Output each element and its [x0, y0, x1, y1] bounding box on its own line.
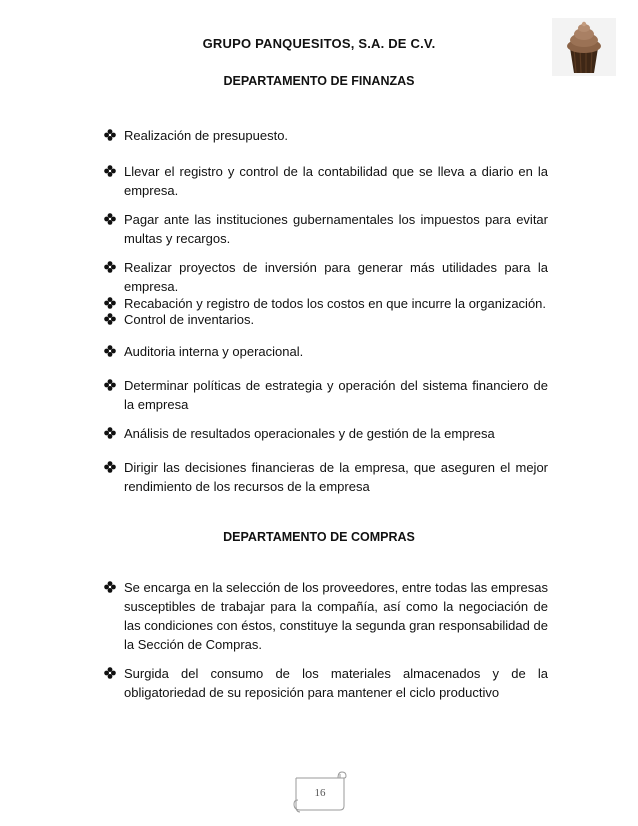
diamond-bullet-icon	[104, 258, 118, 277]
list-item-text: Pagar ante las instituciones gubernamentales los impuestos para evitar multas y recargos.	[124, 212, 548, 246]
list-item	[104, 310, 548, 329]
diamond-bullet-icon	[104, 342, 118, 361]
diamond-bullet-icon	[104, 578, 118, 597]
list-item-text: Llevar el registro y control de la contabilidad que se lleva a diario en la empresa.	[124, 164, 548, 198]
diamond-bullet-icon	[104, 458, 118, 477]
finance-department-title: DEPARTAMENTO DE FINANZAS	[223, 74, 415, 88]
diamond-bullet-icon	[104, 126, 118, 145]
list-item-text: Auditoria interna y operacional.	[124, 344, 304, 359]
list-item-text: Realización de presupuesto.	[124, 128, 289, 143]
list-item-text: Recabación y registro de todos los costos en que incurre la organización.	[124, 296, 547, 311]
list-item-text: Control de inventarios.	[124, 312, 255, 327]
list-item	[104, 258, 548, 296]
diamond-bullet-icon	[104, 162, 118, 181]
list-item-text: Realizar proyectos de inversión para generar más utilidades para la empresa.	[124, 260, 548, 294]
list-item	[104, 424, 548, 443]
cupcake-icon	[552, 18, 616, 76]
list-item	[104, 578, 548, 654]
diamond-bullet-icon	[104, 376, 118, 395]
diamond-bullet-icon	[104, 424, 118, 443]
purchases-department-title: DEPARTAMENTO DE COMPRAS	[223, 530, 415, 544]
list-item	[104, 126, 548, 145]
list-item	[104, 210, 548, 248]
list-item-text: Determinar políticas de estrategia y operación del sistema financiero de la empresa	[124, 378, 548, 412]
list-item-text: Análisis de resultados operacionales y de gestión de la empresa	[124, 426, 495, 441]
list-item	[104, 458, 548, 496]
diamond-bullet-icon	[104, 664, 118, 683]
list-item-text: Surgida del consumo de los materiales almacenados y de la obligatoriedad de su reposición para mantener el ciclo productivo	[124, 666, 548, 700]
diamond-bullet-icon	[104, 310, 118, 329]
list-item-text: Dirigir las decisiones financieras de la empresa, que aseguren el mejor rendimiento de los recursos de la empresa	[124, 460, 548, 494]
list-item	[104, 342, 548, 361]
list-item-text: Se encarga en la selección de los proveedores, entre todas las empresas susceptibles de trabajar para la compañía, así como la negociación de las condiciones con éstos, constituye la segunda gran responsabilidad de la Sección de Compras.	[124, 580, 548, 652]
diamond-bullet-icon	[104, 210, 118, 229]
list-item	[104, 376, 548, 414]
list-item	[104, 664, 548, 702]
company-title: GRUPO PANQUESITOS, S.A. DE C.V.	[202, 36, 436, 51]
page-number: 16	[314, 787, 326, 799]
list-item	[104, 162, 548, 200]
